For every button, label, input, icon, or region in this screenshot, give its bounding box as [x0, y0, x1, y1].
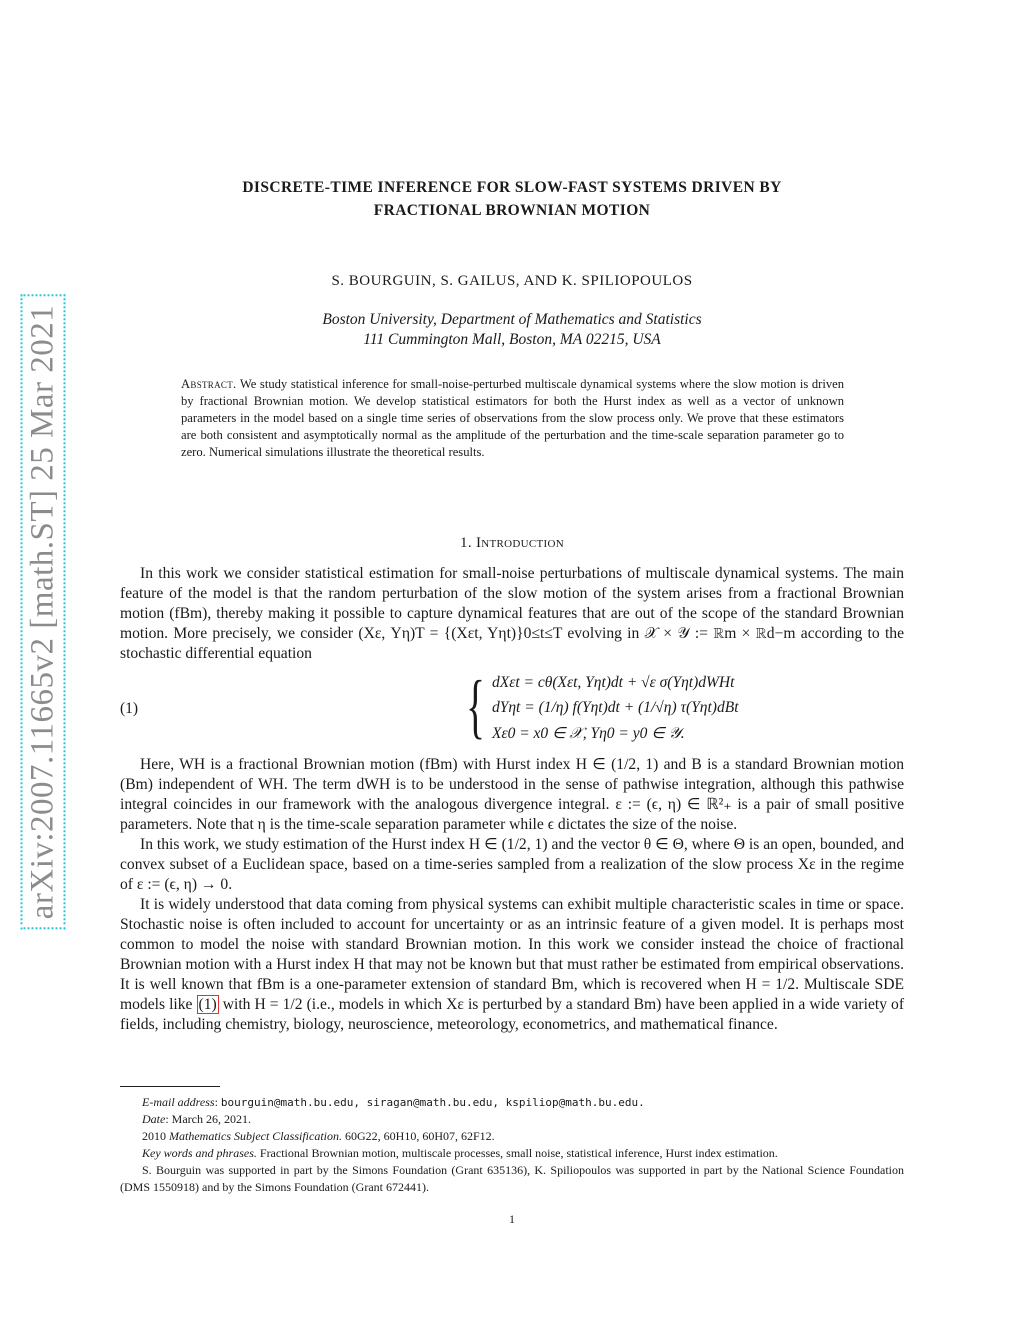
- paragraph-4: [120, 895, 904, 1035]
- email-label: E-mail address: [142, 1095, 215, 1109]
- equation-number: (1): [120, 700, 139, 717]
- equation-line-1: dXεt = cθ(Xεt, Yηt)dt + √ε σ(Yηt)dWHt: [492, 674, 735, 691]
- paper-title: [140, 176, 884, 222]
- msc-codes: 60G22, 60H10, 60H07, 62F12.: [344, 1129, 495, 1143]
- main-body: [120, 755, 904, 1035]
- footnote-rule: [120, 1086, 220, 1087]
- footnote-msc: [120, 1128, 904, 1145]
- keywords-label: Key words and phrases.: [142, 1146, 257, 1160]
- affiliation: [140, 310, 884, 350]
- paragraph-3: In this work, we study estimation of the Hurst index H ∈ (1/2, 1) and the vector θ ∈ Θ, where Θ is an open, bounded, and convex subset of a Euclidean space, based on a time-series sampled from a realization of the slow process Xε in the regime of ε := (ϵ, η) → 0.: [120, 836, 904, 893]
- footnote-date: Date: March 26, 2021.: [142, 1112, 251, 1126]
- abstract-label: Abstract.: [181, 377, 237, 391]
- intro-paragraph: In this work we consider statistical estimation for small-noise perturbations of multiscale dynamical systems. The main feature of the model is that the random perturbation of the slow motion of the system arises from a fractional Brownian motion (fBm), thereby making it possible to capture dynamical features that are out of the scope of the standard Brownian motion. More precisely, we consider (Xε, Yη)T = {(Xεt, Yηt)}0≤t≤T evolving in 𝒳 × 𝒴 := ℝm × ℝd−m according to the stochastic differential equation: [120, 565, 904, 662]
- date-value: March 26, 2021.: [171, 1112, 251, 1126]
- abstract-text: We study statistical inference for small-noise-perturbed multiscale dynamical systems where the slow motion is driven by fractional Brownian motion. We develop statistical estimators for both the Hurst index as well as a vector of unknown parameters in the model based on a single time series of observations from the slow process only. We prove that these estimators are both consistent and asymptotically normal as the amplitude of the perturbation and the time-scale separation parameter go to zero. Numerical simulations illustrate the theoretical results.: [181, 377, 845, 459]
- title-line-1: DISCRETE-TIME INFERENCE FOR SLOW-FAST SYSTEMS DRIVEN BY: [242, 179, 782, 196]
- msc-prefix: 2010: [142, 1129, 166, 1143]
- keywords: Fractional Brownian motion, multiscale processes, small noise, statistical inference, Hurst index estimation.: [259, 1146, 778, 1160]
- arxiv-stamp-container: [22, 292, 64, 932]
- footnote-funding: S. Bourguin was supported in part by the Simons Foundation (Grant 635136), K. Spiliopoulos was supported in part by the National Science Foundation (DMS 1550918) and by the Simons Foundation (Grant 672441).: [120, 1163, 904, 1194]
- affiliation-line-2: 111 Cummington Mall, Boston, MA 02215, USA: [363, 331, 661, 348]
- paragraph-4-part-2: with H = 1/2 (i.e., models in which Xε is perturbed by a standard Bm) have been applied in a wide variety of fields, including chemistry, biology, neuroscience, meteorology, econometrics, and mathematical finance.: [120, 996, 905, 1033]
- page-number: 1: [509, 1212, 515, 1226]
- title-line-2: FRACTIONAL BROWNIAN MOTION: [373, 202, 651, 219]
- arxiv-stamp[interactable]: arXiv:2007.11665v2 [math.ST] 25 Mar 2021: [21, 295, 66, 930]
- section-number: 1.: [460, 535, 472, 551]
- section-heading: [140, 535, 884, 552]
- authors: S. BOURGUIN, S. GAILUS, AND K. SPILIOPOULOS: [331, 273, 693, 289]
- date-label: Date: [142, 1112, 166, 1126]
- email-addresses[interactable]: bourguin@math.bu.edu, siragan@math.bu.edu, kspiliop@math.bu.edu.: [220, 1096, 645, 1109]
- equation-reference-link[interactable]: (1): [198, 996, 217, 1013]
- equation-brace: {: [466, 666, 486, 746]
- intro-body: [120, 564, 904, 664]
- equation-1: [120, 666, 904, 748]
- equation-line-2: dYηt = (1/η) f(Yηt)dt + (1/√η) τ(Yηt)dBt: [492, 699, 739, 716]
- footnotes: [120, 1094, 904, 1196]
- msc-label: Mathematics Subject Classification.: [169, 1129, 342, 1143]
- section-title: Introduction: [475, 535, 564, 551]
- abstract: [181, 376, 844, 461]
- footnote-email: E-mail address: bourguin@math.bu.edu, siragan@math.bu.edu, kspiliop@math.bu.edu.: [142, 1095, 645, 1109]
- affiliation-line-1: Boston University, Department of Mathematics and Statistics: [322, 311, 702, 328]
- paragraph-4-part-1: It is widely understood that data coming from physical systems can exhibit multiple characteristic scales in time or space. Stochastic noise is often included to account for uncertainty or as an intrinsic feature of a given model. It is perhaps most common to model the noise with standard Brownian motion. In this work we consider instead the choice of fractional Brownian motion with a Hurst index H that may not be known but that must rather be estimated from empirical observations. It is well known that fBm is a one-parameter extension of standard Bm, which is recovered when H = 1/2. Multiscale SDE models like: [120, 896, 904, 1013]
- equation-line-3: Xε0 = x0 ∈ 𝒳, Yη0 = y0 ∈ 𝒴.: [492, 725, 685, 742]
- footnote-keywords: [120, 1145, 904, 1162]
- paragraph-2: Here, WH is a fractional Brownian motion (fBm) with Hurst index H ∈ (1/2, 1) and B is a standard Brownian motion (Bm) independent of WH. The term dWH is to be understood in the sense of pathwise integration, although this pathwise integral coincides in our framework with the analogous divergence integral. ε := (ϵ, η) ∈ ℝ²₊ is a pair of small positive parameters. Note that η is the time-scale separation parameter while ϵ dictates the size of the noise.: [120, 756, 904, 833]
